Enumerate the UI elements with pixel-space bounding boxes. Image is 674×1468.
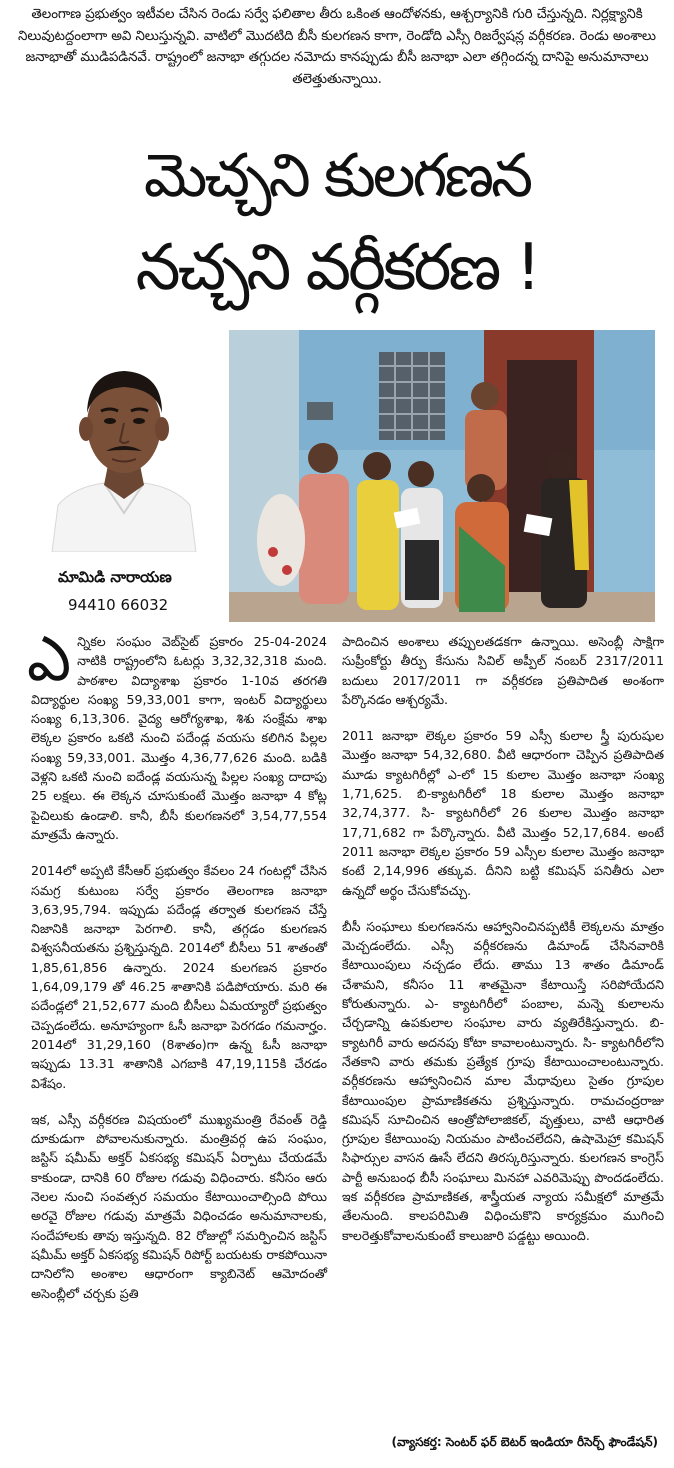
article-column-left — [27, 622, 327, 1320]
author-credit: (వ్యాసకర్త: సెంటర్ ఫర్ బెటర్ ఇండియా రీసెర్చ్ ఫౌండేషన్) — [391, 1435, 658, 1449]
article-paragraph: 2011 జనాభా లెక్కల ప్రకారం 59 ఎస్సీ కులాల స్త్రీ పురుషుల మొత్తం జనాభా 54,32,680. వీటి ఆధారంగా చెప్పిన ప్రతిపాదిత మూడు క్యాటగిరీల్లో ఎ-లో 15 కులాల మొత్తం జనాభా సంఖ్య 1,71,625. బి-క్యాటగిరీలో 18 కులాల మొత్తం జనాభా 32,74,377. సి- క్యాటగిరీలో 26 కులాల మొత్తం జనాభా 17,71,682 గా పేర్కొన్నారు. వీటి మొత్తం 52,17,684. అంటే 2011 జనాభా లెక్కల ప్రకారం 59 ఎస్సీల కులాల మొత్తం జనాభా కంటే 2,14,996 తక్కువ. దీనిని బట్టి కమిషన్ పనితీరు ఎలా ఉన్నదో అర్థం చేసుకోవచ్చు. — [342, 728, 664, 898]
article-paragraph: ఇక, ఎస్సీ వర్గీకరణ విషయంలో ముఖ్యమంత్రి రేవంత్ రెడ్డి దూకుడుగా పోవాలనుకున్నారు. మంత్రివర్గ ఉప సంఘం, జస్టిస్ షమీమ్ అక్తర్ ఏకసభ్య కమిషన్ ఏర్పాటు చేయడమే కాకుండా, దానికి 60 రోజుల గడువు విధించారు. కనీసం ఆరు నెలల నుంచి సంవత్సర సమయం కేటాయించాల్సింది పోయి అరవై రోజుల గడువు మాత్రమే విధించడం అనుమానాలకు, సందేహాలకు తావు ఇస్తున్నది. 82 రోజుల్లో సమర్పించిన జస్టిస్ షమీమ్ అక్తర్ ఏకసభ్య కమిషన్ రిపోర్ట్ బయటకు రాకపోయినా దానిలోని అంశాల ఆధారంగా క్యాబినెట్ ఆమోదంతో అసెంబ్లీలో చర్చకు ప్రతి — [31, 1111, 327, 1301]
headline-line-2: నచ్చని వర్గీకరణ ! — [135, 231, 539, 305]
headline-line-1: మెచ్చని కులగణన — [143, 141, 531, 211]
drop-cap: ఎ — [27, 622, 72, 695]
author-portrait-illustration — [44, 337, 204, 552]
author-phone: 94410 66032 — [68, 596, 169, 614]
article-paragraph: బీసీ సంఘాలు కులగణనను ఆహ్వానించినప్పటికీ లెక్కలను మాత్రం మెచ్చడంలేదు. ఎస్సీ వర్గీకరణను డిమాండ్ చేసినవారికి కేటాయింపులు నచ్చడం లేదు. తాము 13 శాతం డిమాండ్ చేశామని, కనీసం 11 శాతమైనా కేటాయిస్తే సరిపోయేదని కోరుతున్నారు. ఎ- క్యాటగిరీలో పంబాల, మన్నె కులాలను చేర్చడాన్ని ఉపకులాల సంఘాల వారు వ్యతిరేకిస్తున్నారు. బి-క్యాటగిరీ వారు అదనపు కోటా కావాలంటున్నారు. సి- క్యాటగిరీలోని నేతకాని వారు తమకు ప్రత్యేక గ్రూపు కేటాయించాలంటున్నారు. వర్గీకరణను ఆహ్వానించిన మాల మేధావులు సైతం గ్రూపుల కేటాయింపుల ప్రామాణికతను ప్రశ్నిస్తున్నారు. రామచంద్రరాజు కమిషన్ సూచించిన ఆంత్రోపోలాజికల్, వృత్తులు, వాటి ఆధారిత గ్రూపుల కేటాయింపు నియమం పాటించలేదని, ఉషామెహ్రా కమిషన్ సిఫార్సుల వాసన ఊసే లేదని తిరస్కరిస్తున్నారు. కులగణన కాంగ్రెస్ పార్టీ అనుబంధ బీసీ సంఘాలు మినహా ఎవరిమెప్పు పొందడంలేదు. ఇక వర్గీకరణ ప్రామాణికత, శాస్త్రీయత న్యాయ సమీక్షలో మాత్రమే తేలనుంది. కాలపరిమితి విధించుకొని కార్యక్రమం ముగించి కాలరెత్తుకోవాలనుకుంటే కాలుజారి పడ్డట్టు అయింది. — [342, 918, 664, 1243]
article-paragraph: పాదించిన అంశాలు తప్పులతడకగా ఉన్నాయి. అసెంబ్లీ సాక్షిగా సుప్రీంకోర్టు తీర్పు కేసును సివిల్ అప్పీల్ నంబర్ 2317/2011 బదులు 2017/2011 గా వర్గీకరణ ప్రతిపాదిత అంశంగా పేర్కొనడం ఆశ్చర్యమే. — [342, 634, 664, 707]
intro-paragraph: తెలంగాణ ప్రభుత్వం ఇటీవల చేసిన రెండు సర్వే ఫలితాల తీరు ఒకింత ఆందోళనకు, ఆశ్చర్యానికి గురి చేస్తున్నది. నిర్లక్ష్యానికి నిలువుటద్దంలాగా అవి నిలుస్తున్నవి. వాటిలో మొదటిది బీసీ కులగణన కాగా, రెండోది ఎస్సీ రిజర్వేషన్ల వర్గీకరణ. రెండు అంశాలు జనాభాతో ముడిపడినవే. రాష్ట్రంలో జనాభా తగ్గుదల నమోదు కానప్పుడు బీసీ జనాభా ఎలా తగ్గిందన్న దానిపై అనుమానాలు తలెత్తుతున్నాయి. — [18, 7, 656, 87]
author-name: మామిడి నారాయణ — [58, 568, 172, 586]
article-paragraph — [27, 622, 327, 844]
paragraph-text: న్నికల సంఘం వెబ్‌సైట్ ప్రకారం 25-04-2024 నాటికి రాష్ట్రంలోని ఓటర్లు 3,32,32,318 మంది. పాఠశాల విద్యాశాఖ ప్రకారం 1-10వ తరగతి విద్యార్థుల సంఖ్య 59,33,001 కాగా, ఇంటర్ విద్యార్థులు సంఖ్య 6,13,306. వైద్య ఆరోగ్యశాఖ, శిశు సంక్షేమ శాఖ లెక్కల ప్రకారం ఒకటి నుంచి పదేండ్ల వయసు కలిగిన పిల్లల సంఖ్య 59,33,001. మొత్తం 4,36,77,626 మంది. బడికి వెళ్లని ఒకటి నుంచి ఐదేండ్ల వయసున్న పిల్లల సంఖ్య దాదాపు 25 లక్షలు. ఈ లెక్కన చూసుకుంటే మొత్తం జనాభా 4 కోట్ల పైచిలుకు ఉండాలి. కానీ, బీసీ కులగణనలో 3,54,77,554 మాత్రమే ఉన్నారు. — [31, 634, 327, 842]
survey-photo-illustration — [229, 330, 655, 622]
survey-photo — [229, 330, 655, 622]
article-column-right — [342, 632, 664, 1262]
article-paragraph: 2014లో అప్పటి కేసీఆర్ ప్రభుత్వం కేవలం 24 గంటల్లో చేసిన సమగ్ర కుటుంబ సర్వే ప్రకారం తెలంగాణ జనాభా 3,63,95,794. ఇప్పుడు పదేండ్ల తర్వాత కులగణన చేస్తే నిజానికి జనాభా పెరగాలి. కానీ, తగ్గడం కులగణన విశ్వసనీయతను ప్రశ్నిస్తున్నది. 2014లో బీసీలు 51 శాతంతో 1,85,61,856 ఉన్నారు. 2024 కులగణన ప్రకారం 1,64,09,179 తో 46.25 శాతానికి పడిపోయారు. మరి ఈ పదేండ్లలో 21,52,677 మంది బీసీలు ఏమయ్యారో ప్రభుత్వం చెప్పడంలేదు. అనూహ్యంగా ఓసీ జనాభా పెరగడం గమనార్హం. 2014లో 31,29,160 (8శాతం)గా ఉన్న ఓసీ జనాభా ఇప్పుడు 13.31 శాతానికి ఎగబాకి 47,19,115కి చేరడం విశేషం. — [31, 863, 327, 1091]
author-portrait — [44, 337, 204, 552]
